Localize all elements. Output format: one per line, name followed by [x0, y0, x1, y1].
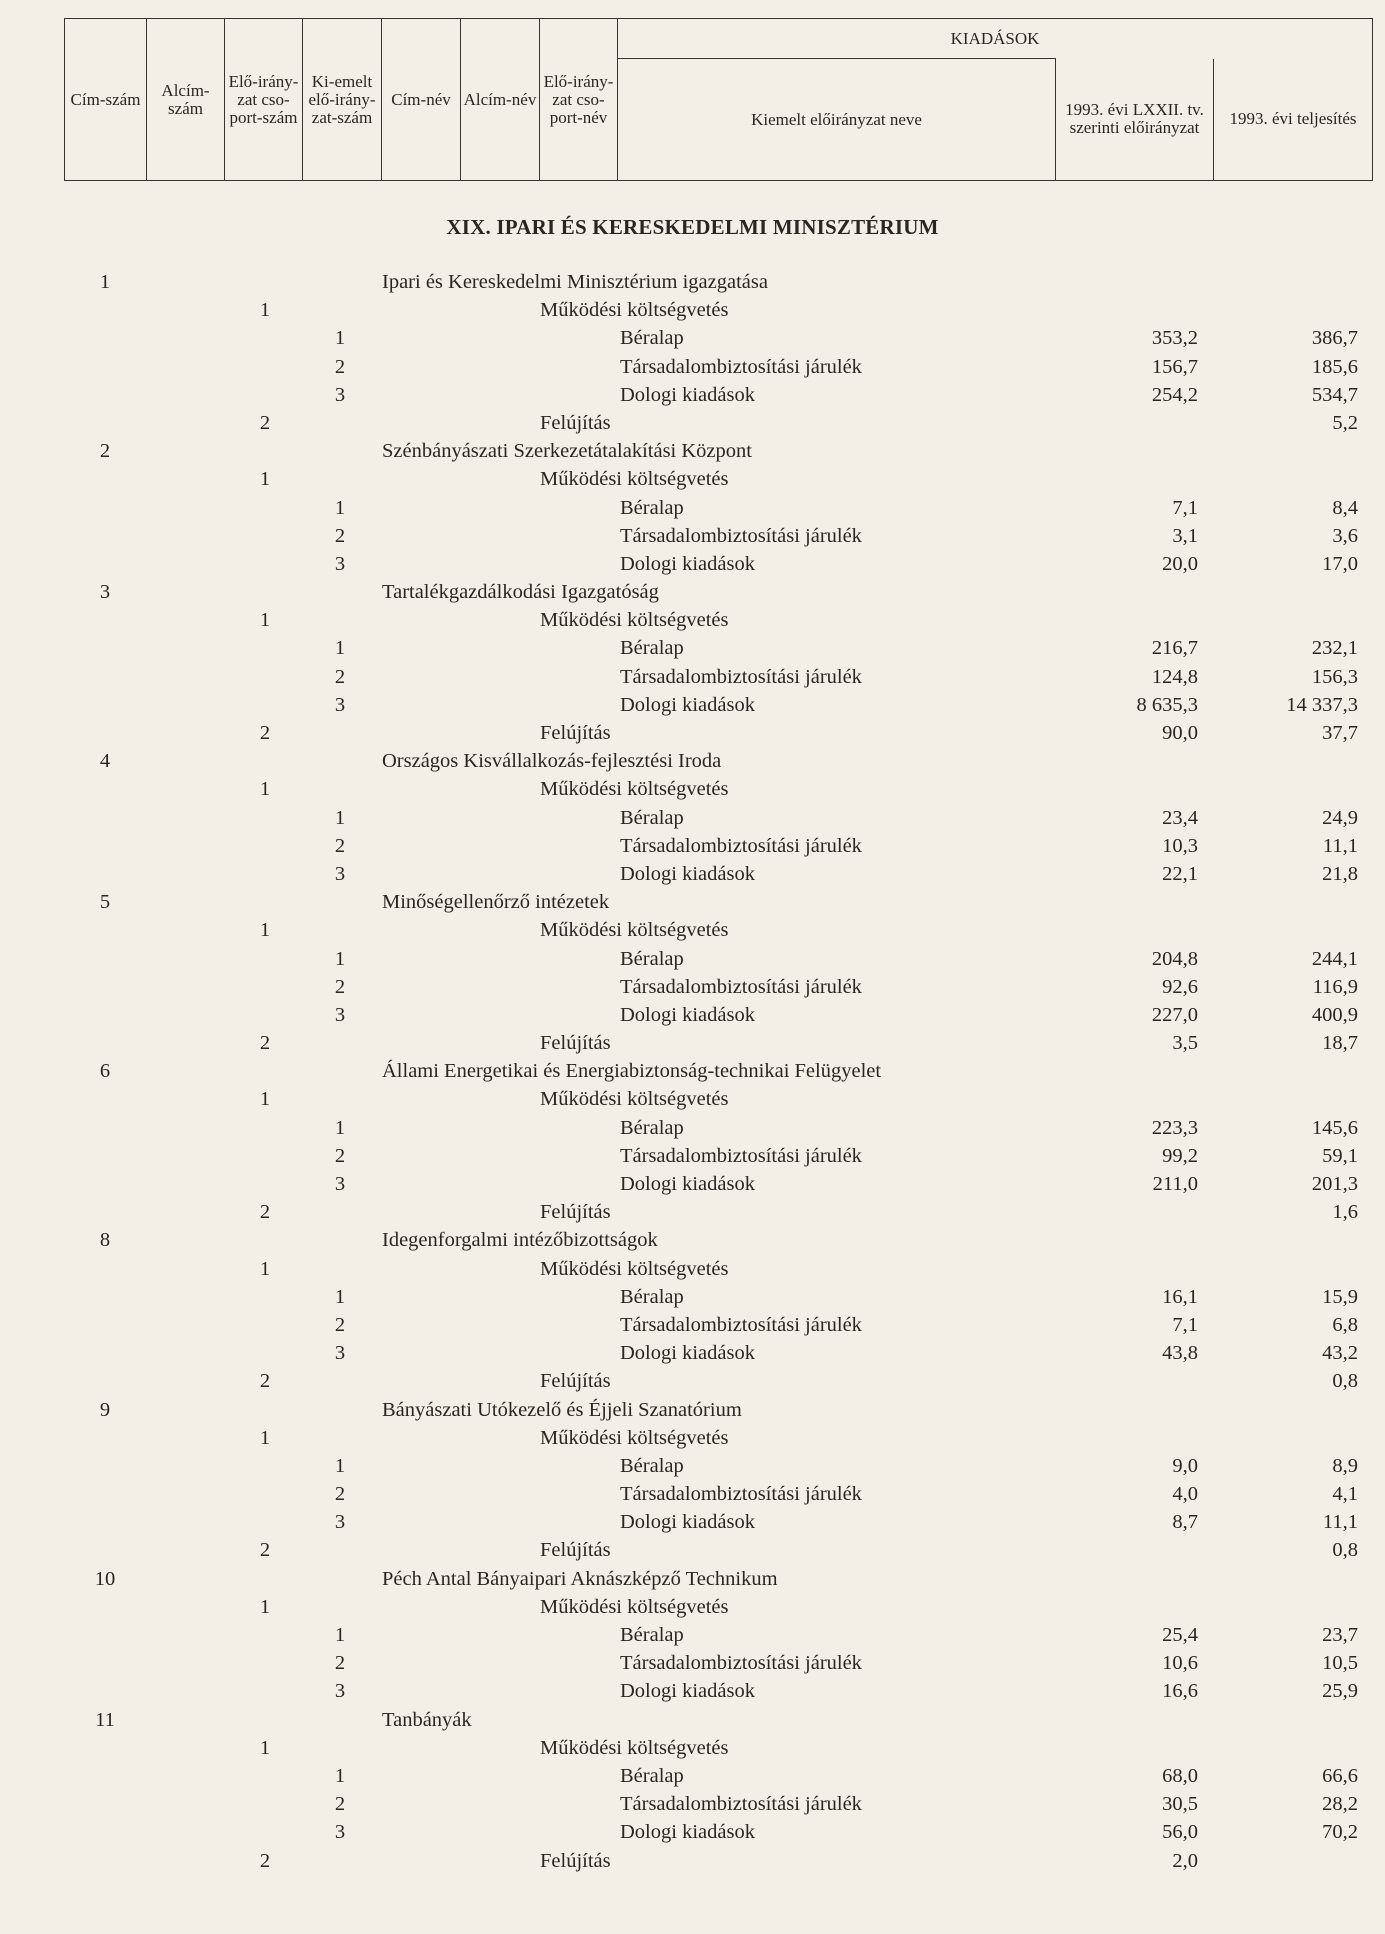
value-1993-torveny: 99,2 — [1162, 1144, 1198, 1167]
cim-number: 8 — [99, 1229, 111, 1252]
budget-row-kiem — [0, 804, 1385, 832]
budget-row-alcim — [0, 1367, 1385, 1395]
budget-row-alcim — [0, 719, 1385, 747]
cim-name: Szénbányászati Szerkezetátalakítási Központ — [382, 440, 752, 463]
budget-row-kiem — [0, 1452, 1385, 1480]
budget-row-kiem — [0, 1677, 1385, 1705]
budget-row-alcim — [0, 1424, 1385, 1452]
alcim-number: 1 — [259, 1426, 271, 1449]
value-1993-torveny: 353,2 — [1151, 327, 1198, 350]
column-header-table — [64, 18, 1373, 181]
header-kiemelt-eloiranyzat-szam: Ki-emelt elő-irány-zat-szám — [303, 19, 382, 181]
alcim-name: Működési költségvetés — [540, 299, 729, 322]
value-1993-teljesites: 17,0 — [1322, 552, 1358, 575]
value-1993-torveny: 9,0 — [1172, 1454, 1198, 1477]
cim-number: 10 — [94, 1567, 116, 1590]
cim-number: 1 — [99, 271, 111, 293]
value-1993-torveny: 7,1 — [1172, 1313, 1198, 1336]
value-1993-torveny: 211,0 — [1152, 1173, 1198, 1195]
budget-row-alcim — [0, 1734, 1385, 1762]
alcim-number: 1 — [259, 1088, 271, 1111]
budget-row-alcim — [0, 1847, 1385, 1875]
alcim-number: 2 — [259, 722, 271, 744]
kiem-name: Társadalombiztosítási járulék — [620, 524, 862, 547]
value-1993-teljesites: 43,2 — [1322, 1342, 1358, 1365]
value-1993-teljesites: 59,1 — [1322, 1144, 1358, 1167]
kiem-number: 1 — [334, 1454, 346, 1477]
alcim-name: Működési költségvetés — [540, 919, 729, 942]
value-1993-teljesites: 70,2 — [1322, 1821, 1358, 1844]
kiem-number: 2 — [334, 665, 346, 688]
value-1993-torveny: 68,0 — [1162, 1764, 1198, 1787]
value-1993-torveny: 90,0 — [1162, 722, 1198, 744]
value-1993-torveny: 10,6 — [1162, 1652, 1198, 1675]
kiem-name: Béralap — [620, 947, 684, 970]
cim-name: Péch Antal Bányaipari Aknászképző Technikum — [382, 1567, 778, 1590]
kiem-number: 3 — [334, 552, 346, 575]
cim-name: Tartalékgazdálkodási Igazgatóság — [382, 581, 659, 604]
kiem-name: Dologi kiadások — [620, 1342, 755, 1365]
alcim-name: Működési költségvetés — [540, 1595, 729, 1618]
alcim-number: 2 — [259, 1539, 271, 1562]
alcim-name: Működési költségvetés — [540, 468, 729, 491]
value-1993-teljesites: 0,8 — [1332, 1539, 1358, 1562]
header-eloiranyzat-csoport-nev: Elő-irány-zat cso-port-név — [540, 19, 618, 181]
budget-row-kiem — [0, 945, 1385, 973]
value-1993-torveny: 10,3 — [1162, 834, 1198, 857]
kiem-name: Társadalombiztosítási járulék — [620, 834, 862, 857]
alcim-name: Működési költségvetés — [540, 778, 729, 801]
alcim-number: 2 — [259, 1201, 271, 1224]
kiem-number: 1 — [334, 1764, 346, 1787]
alcim-name: Felújítás — [540, 1370, 611, 1393]
cim-number: 5 — [99, 891, 111, 914]
budget-row-alcim — [0, 409, 1385, 437]
value-1993-teljesites: 25,9 — [1322, 1680, 1358, 1703]
alcim-name: Működési költségvetés — [540, 609, 729, 632]
value-1993-teljesites: 15,9 — [1322, 1285, 1358, 1308]
value-1993-teljesites: 386,7 — [1311, 327, 1358, 350]
budget-row-kiem — [0, 494, 1385, 522]
budget-row-kiem — [0, 522, 1385, 550]
budget-row-kiem — [0, 1311, 1385, 1339]
header-kiemelt-eloiranyzat-neve: Kiemelt előirányzat neve — [618, 59, 1056, 181]
value-1993-torveny: 4,0 — [1172, 1483, 1198, 1506]
value-1993-torveny: 16,6 — [1162, 1680, 1198, 1703]
budget-row-kiem — [0, 1142, 1385, 1170]
budget-row-cim — [0, 1706, 1385, 1734]
kiem-number: 3 — [334, 1680, 346, 1703]
cim-name: Állami Energetikai és Energiabiztonság-technikai Felügyelet — [382, 1060, 882, 1083]
kiem-number: 3 — [334, 693, 346, 716]
cim-name: Bányászati Utókezelő és Éjjeli Szanatórium — [382, 1398, 742, 1421]
budget-row-kiem — [0, 973, 1385, 1001]
budget-row-kiem — [0, 1508, 1385, 1536]
value-1993-torveny: 25,4 — [1162, 1624, 1198, 1646]
budget-row-kiem — [0, 1339, 1385, 1367]
kiem-number: 3 — [334, 1173, 346, 1195]
kiem-name: Dologi kiadások — [620, 552, 755, 575]
value-1993-torveny: 16,1 — [1162, 1285, 1198, 1308]
value-1993-teljesites: 5,2 — [1332, 411, 1358, 434]
value-1993-teljesites: 400,9 — [1311, 1003, 1358, 1026]
kiem-number: 1 — [334, 806, 346, 829]
cim-number: 6 — [99, 1060, 111, 1083]
cim-name: Ipari és Kereskedelmi Minisztérium igazgatása — [382, 271, 768, 293]
kiem-number: 1 — [334, 327, 346, 350]
alcim-number: 1 — [259, 609, 271, 632]
budget-row-cim — [0, 747, 1385, 775]
budget-row-kiem — [0, 1001, 1385, 1029]
kiem-name: Dologi kiadások — [620, 1821, 755, 1844]
header-eloiranyzat-csoport-szam: Elő-irány-zat cso-port-szám — [225, 19, 303, 181]
header-1993-torveny: 1993. évi LXXII. tv. szerinti előirányzat — [1056, 59, 1214, 181]
value-1993-torveny: 92,6 — [1162, 975, 1198, 998]
alcim-number: 1 — [259, 919, 271, 942]
value-1993-teljesites: 3,6 — [1332, 524, 1358, 547]
alcim-number: 1 — [259, 778, 271, 801]
alcim-name: Felújítás — [540, 411, 611, 434]
kiem-number: 3 — [334, 1003, 346, 1026]
alcim-number: 1 — [259, 1595, 271, 1618]
budget-row-kiem — [0, 1762, 1385, 1790]
alcim-name: Felújítás — [540, 1201, 611, 1224]
value-1993-teljesites: 66,6 — [1322, 1764, 1358, 1787]
budget-row-alcim — [0, 775, 1385, 803]
cim-name: Országos Kisvállalkozás-fejlesztési Iroda — [382, 750, 722, 773]
value-1993-torveny: 216,7 — [1151, 637, 1198, 660]
alcim-name: Működési költségvetés — [540, 1088, 729, 1111]
value-1993-teljesites: 11,1 — [1322, 834, 1358, 857]
kiem-number: 1 — [334, 496, 346, 519]
kiem-name: Társadalombiztosítási járulék — [620, 665, 862, 688]
value-1993-teljesites: 244,1 — [1311, 947, 1358, 970]
alcim-name: Felújítás — [540, 1849, 611, 1872]
kiem-name: Társadalombiztosítási járulék — [620, 1483, 862, 1506]
budget-row-alcim — [0, 606, 1385, 634]
alcim-number: 2 — [259, 1032, 271, 1055]
alcim-name: Felújítás — [540, 1539, 611, 1562]
cim-number: 9 — [99, 1398, 111, 1421]
budget-row-kiem — [0, 1818, 1385, 1846]
kiem-number: 1 — [334, 1116, 346, 1139]
header-alcim-nev: Alcím-név — [461, 19, 540, 181]
alcim-number: 1 — [259, 1736, 271, 1759]
budget-row-alcim — [0, 1085, 1385, 1113]
value-1993-teljesites: 185,6 — [1311, 355, 1358, 378]
budget-row-kiem — [0, 353, 1385, 381]
budget-row-kiem — [0, 663, 1385, 691]
kiem-number: 3 — [334, 383, 346, 406]
budget-row-cim — [0, 1057, 1385, 1085]
budget-row-kiem — [0, 1480, 1385, 1508]
alcim-number: 1 — [259, 299, 271, 322]
kiem-number: 1 — [334, 1285, 346, 1308]
budget-row-kiem — [0, 1114, 1385, 1142]
value-1993-teljesites: 21,8 — [1322, 862, 1358, 885]
kiem-name: Társadalombiztosítási járulék — [620, 1652, 862, 1675]
value-1993-torveny: 3,1 — [1172, 524, 1198, 547]
kiem-name: Társadalombiztosítási járulék — [620, 975, 862, 998]
budget-row-cim — [0, 437, 1385, 465]
kiem-name: Dologi kiadások — [620, 383, 755, 406]
value-1993-torveny: 56,0 — [1162, 1821, 1198, 1844]
budget-row-cim — [0, 1565, 1385, 1593]
kiem-number: 3 — [334, 1342, 346, 1365]
budget-row-alcim — [0, 916, 1385, 944]
value-1993-torveny: 20,0 — [1162, 552, 1198, 575]
value-1993-teljesites: 28,2 — [1322, 1793, 1358, 1816]
budget-row-cim — [0, 268, 1385, 296]
value-1993-torveny: 254,2 — [1151, 383, 1198, 406]
alcim-number: 1 — [259, 468, 271, 491]
cim-number: 11 — [95, 1708, 115, 1731]
kiem-name: Béralap — [620, 1454, 684, 1477]
alcim-number: 2 — [259, 1370, 271, 1393]
value-1993-teljesites: 23,7 — [1322, 1624, 1358, 1646]
kiem-number: 1 — [334, 637, 346, 660]
header-1993-teljesites: 1993. évi teljesítés — [1214, 59, 1373, 181]
value-1993-teljesites: 534,7 — [1311, 383, 1358, 406]
budget-row-kiem — [0, 860, 1385, 888]
budget-row-alcim — [0, 465, 1385, 493]
kiem-number: 3 — [334, 1511, 346, 1534]
value-1993-teljesites: 8,4 — [1332, 496, 1358, 519]
value-1993-torveny: 3,5 — [1172, 1032, 1198, 1055]
value-1993-torveny: 22,1 — [1162, 862, 1198, 885]
kiem-name: Dologi kiadások — [620, 1003, 755, 1026]
budget-row-cim — [0, 578, 1385, 606]
value-1993-teljesites: 37,7 — [1322, 722, 1358, 744]
value-1993-torveny: 204,8 — [1151, 947, 1198, 970]
kiem-name: Társadalombiztosítási járulék — [620, 1793, 862, 1816]
budget-row-alcim — [0, 1198, 1385, 1226]
kiem-name: Béralap — [620, 1116, 684, 1139]
kiem-name: Társadalombiztosítási járulék — [620, 355, 862, 378]
value-1993-torveny: 8,7 — [1172, 1511, 1198, 1534]
kiem-name: Béralap — [620, 327, 684, 350]
kiem-number: 2 — [334, 355, 346, 378]
budget-row-kiem — [0, 381, 1385, 409]
kiem-number: 2 — [334, 524, 346, 547]
budget-row-cim — [0, 1226, 1385, 1254]
kiem-number: 1 — [334, 947, 346, 970]
value-1993-torveny: 156,7 — [1151, 355, 1198, 378]
kiem-number: 1 — [334, 1624, 346, 1646]
value-1993-torveny: 23,4 — [1162, 806, 1198, 829]
alcim-number: 1 — [259, 1257, 271, 1280]
budget-row-cim — [0, 1396, 1385, 1424]
value-1993-torveny: 223,3 — [1151, 1116, 1198, 1139]
kiem-number: 2 — [334, 834, 346, 857]
cim-number: 2 — [99, 440, 111, 463]
value-1993-teljesites: 8,9 — [1332, 1454, 1358, 1477]
kiem-name: Dologi kiadások — [620, 1680, 755, 1703]
kiem-number: 2 — [334, 1144, 346, 1167]
value-1993-torveny: 43,8 — [1162, 1342, 1198, 1365]
kiem-name: Dologi kiadások — [620, 1173, 755, 1195]
value-1993-teljesites: 201,3 — [1311, 1173, 1358, 1195]
value-1993-teljesites: 14 337,3 — [1286, 693, 1358, 716]
value-1993-teljesites: 232,1 — [1311, 637, 1358, 660]
header-alcim-szam: Alcím-szám — [147, 19, 225, 181]
kiem-name: Dologi kiadások — [620, 693, 755, 716]
budget-row-kiem — [0, 1649, 1385, 1677]
value-1993-teljesites: 18,7 — [1322, 1032, 1358, 1055]
value-1993-torveny: 30,5 — [1162, 1793, 1198, 1816]
kiem-name: Béralap — [620, 637, 684, 660]
budget-row-alcim — [0, 1255, 1385, 1283]
cim-name: Tanbányák — [382, 1708, 472, 1731]
kiem-name: Béralap — [620, 806, 684, 829]
budget-row-alcim — [0, 296, 1385, 324]
value-1993-teljesites: 4,1 — [1332, 1483, 1358, 1506]
budget-row-cim — [0, 888, 1385, 916]
kiem-name: Béralap — [620, 1764, 684, 1787]
value-1993-teljesites: 11,1 — [1322, 1511, 1358, 1534]
kiem-number: 3 — [334, 1821, 346, 1844]
budget-row-kiem — [0, 691, 1385, 719]
value-1993-teljesites: 116,9 — [1312, 975, 1358, 998]
alcim-number: 2 — [259, 1849, 271, 1872]
value-1993-teljesites: 0,8 — [1332, 1370, 1358, 1393]
alcim-name: Működési költségvetés — [540, 1426, 729, 1449]
cim-number: 4 — [99, 750, 111, 773]
value-1993-teljesites: 24,9 — [1322, 806, 1358, 829]
budget-row-kiem — [0, 550, 1385, 578]
kiem-number: 3 — [334, 862, 346, 885]
kiem-name: Béralap — [620, 1624, 684, 1646]
budget-row-kiem — [0, 1283, 1385, 1311]
budget-row-alcim — [0, 1593, 1385, 1621]
value-1993-torveny: 227,0 — [1151, 1003, 1198, 1026]
value-1993-torveny: 7,1 — [1172, 496, 1198, 519]
budget-row-alcim — [0, 1536, 1385, 1564]
kiem-number: 2 — [334, 1483, 346, 1506]
value-1993-teljesites: 10,5 — [1322, 1652, 1358, 1675]
header-kiadasok: KIADÁSOK — [618, 19, 1373, 59]
kiem-name: Dologi kiadások — [620, 862, 755, 885]
alcim-number: 2 — [259, 411, 271, 434]
cim-name: Idegenforgalmi intézőbizottságok — [382, 1229, 658, 1252]
kiem-name: Társadalombiztosítási járulék — [620, 1313, 862, 1336]
budget-row-kiem — [0, 1621, 1385, 1649]
header-cim-nev: Cím-név — [382, 19, 461, 181]
value-1993-teljesites: 1,6 — [1332, 1201, 1358, 1224]
alcim-name: Működési költségvetés — [540, 1257, 729, 1280]
kiem-number: 2 — [334, 1652, 346, 1675]
kiem-name: Béralap — [620, 496, 684, 519]
budget-rows — [0, 268, 1385, 1875]
kiem-name: Társadalombiztosítási járulék — [620, 1144, 862, 1167]
alcim-name: Működési költségvetés — [540, 1736, 729, 1759]
value-1993-torveny: 8 635,3 — [1136, 693, 1198, 716]
cim-name: Minőségellenőrző intézetek — [382, 891, 610, 914]
alcim-name: Felújítás — [540, 722, 611, 744]
value-1993-torveny: 2,0 — [1172, 1849, 1198, 1872]
budget-row-kiem — [0, 1170, 1385, 1198]
header-cim-szam: Cím-szám — [65, 19, 147, 181]
budget-row-kiem — [0, 324, 1385, 352]
value-1993-teljesites: 6,8 — [1332, 1313, 1358, 1336]
kiem-number: 2 — [334, 1313, 346, 1336]
kiem-name: Dologi kiadások — [620, 1511, 755, 1534]
kiem-number: 2 — [334, 975, 346, 998]
budget-row-kiem — [0, 832, 1385, 860]
value-1993-teljesites: 145,6 — [1311, 1116, 1358, 1139]
value-1993-torveny: 124,8 — [1151, 665, 1198, 688]
kiem-name: Béralap — [620, 1285, 684, 1308]
cim-number: 3 — [99, 581, 111, 604]
ministry-title: XIX. IPARI ÉS KERESKEDELMI MINISZTÉRIUM — [446, 215, 939, 239]
budget-row-kiem — [0, 1790, 1385, 1818]
budget-row-kiem — [0, 634, 1385, 662]
alcim-name: Felújítás — [540, 1032, 611, 1055]
value-1993-teljesites: 156,3 — [1311, 665, 1358, 688]
kiem-number: 2 — [334, 1793, 346, 1816]
budget-row-alcim — [0, 1029, 1385, 1057]
